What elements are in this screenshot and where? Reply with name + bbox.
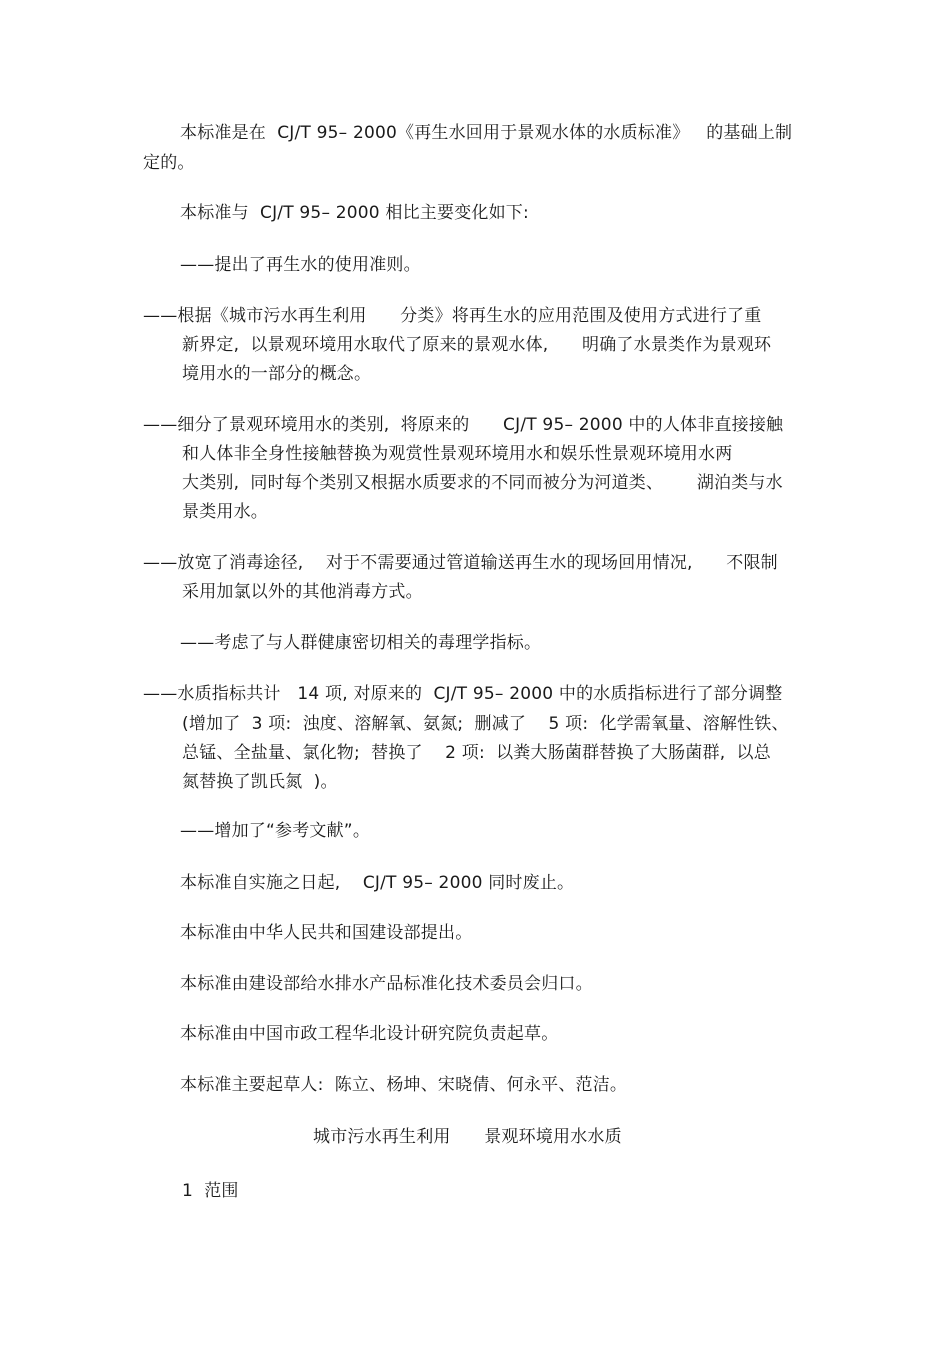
list-item-line: 总锰、全盐量、氯化物; 替换了 2 项: 以粪大肠菌群替换了大肠菌群, 以总: [182, 743, 771, 763]
list-item-line: 氮替换了凯氏氮 )。: [182, 772, 338, 792]
paragraph-line: 本标准是在 CJ/T 95– 2000《再生水回用于景观水体的水质标准》 的基础上制: [180, 123, 793, 143]
list-item-line: (增加了 3 项: 浊度、溶解氧、氨氮; 删减了 5 项: 化学需氧量、溶解性铁、: [182, 714, 789, 734]
document-title: 城市污水再生利用 景观环境用水水质: [313, 1127, 622, 1147]
list-item-line: 新界定, 以景观环境用水取代了原来的景观水体, 明确了水景类作为景观环: [182, 335, 772, 355]
list-item-line: ——放宽了消毒途径, 对于不需要通过管道输送再生水的现场回用情况, 不限制: [143, 553, 778, 573]
paragraph-line: 本标准与 CJ/T 95– 2000 相比主要变化如下:: [180, 203, 529, 223]
list-item-line: ——细分了景观环境用水的类别, 将原来的 CJ/T 95– 2000 中的人体非直接接触: [143, 415, 784, 435]
section-heading: 1 范围: [182, 1181, 239, 1201]
list-item-line: ——根据《城市污水再生利用 分类》将再生水的应用范围及使用方式进行了重: [143, 306, 762, 326]
paragraph-line: 定的。: [143, 153, 195, 173]
list-item-line: 大类别, 同时每个类别又根据水质要求的不同而被分为河道类、 湖泊类与水: [182, 473, 783, 493]
list-item-line: ——水质指标共计 14 项, 对原来的 CJ/T 95– 2000 中的水质指标进行了部分调整: [143, 684, 783, 704]
paragraph-line: 本标准由中华人民共和国建设部提出。: [180, 923, 473, 943]
list-item-line: ——提出了再生水的使用准则。: [180, 255, 421, 275]
list-item-line: ——增加了“参考文献”。: [180, 821, 371, 841]
paragraph-line: 本标准由建设部给水排水产品标准化技术委员会归口。: [180, 974, 593, 994]
list-item-line: ——考虑了与人群健康密切相关的毒理学指标。: [180, 633, 542, 653]
paragraph-line: 本标准自实施之日起, CJ/T 95– 2000 同时废止。: [180, 873, 575, 893]
paragraph-line: 本标准主要起草人: 陈立、杨坤、宋晓倩、何永平、范洁。: [180, 1075, 628, 1095]
list-item-line: 和人体非全身性接触替换为观赏性景观环境用水和娱乐性景观环境用水两: [182, 444, 733, 464]
paragraph-line: 本标准由中国市政工程华北设计研究院负责起草。: [180, 1024, 559, 1044]
list-item-line: 景类用水。: [182, 502, 268, 522]
list-item-line: 采用加氯以外的其他消毒方式。: [182, 582, 423, 602]
list-item-line: 境用水的一部分的概念。: [182, 364, 372, 384]
